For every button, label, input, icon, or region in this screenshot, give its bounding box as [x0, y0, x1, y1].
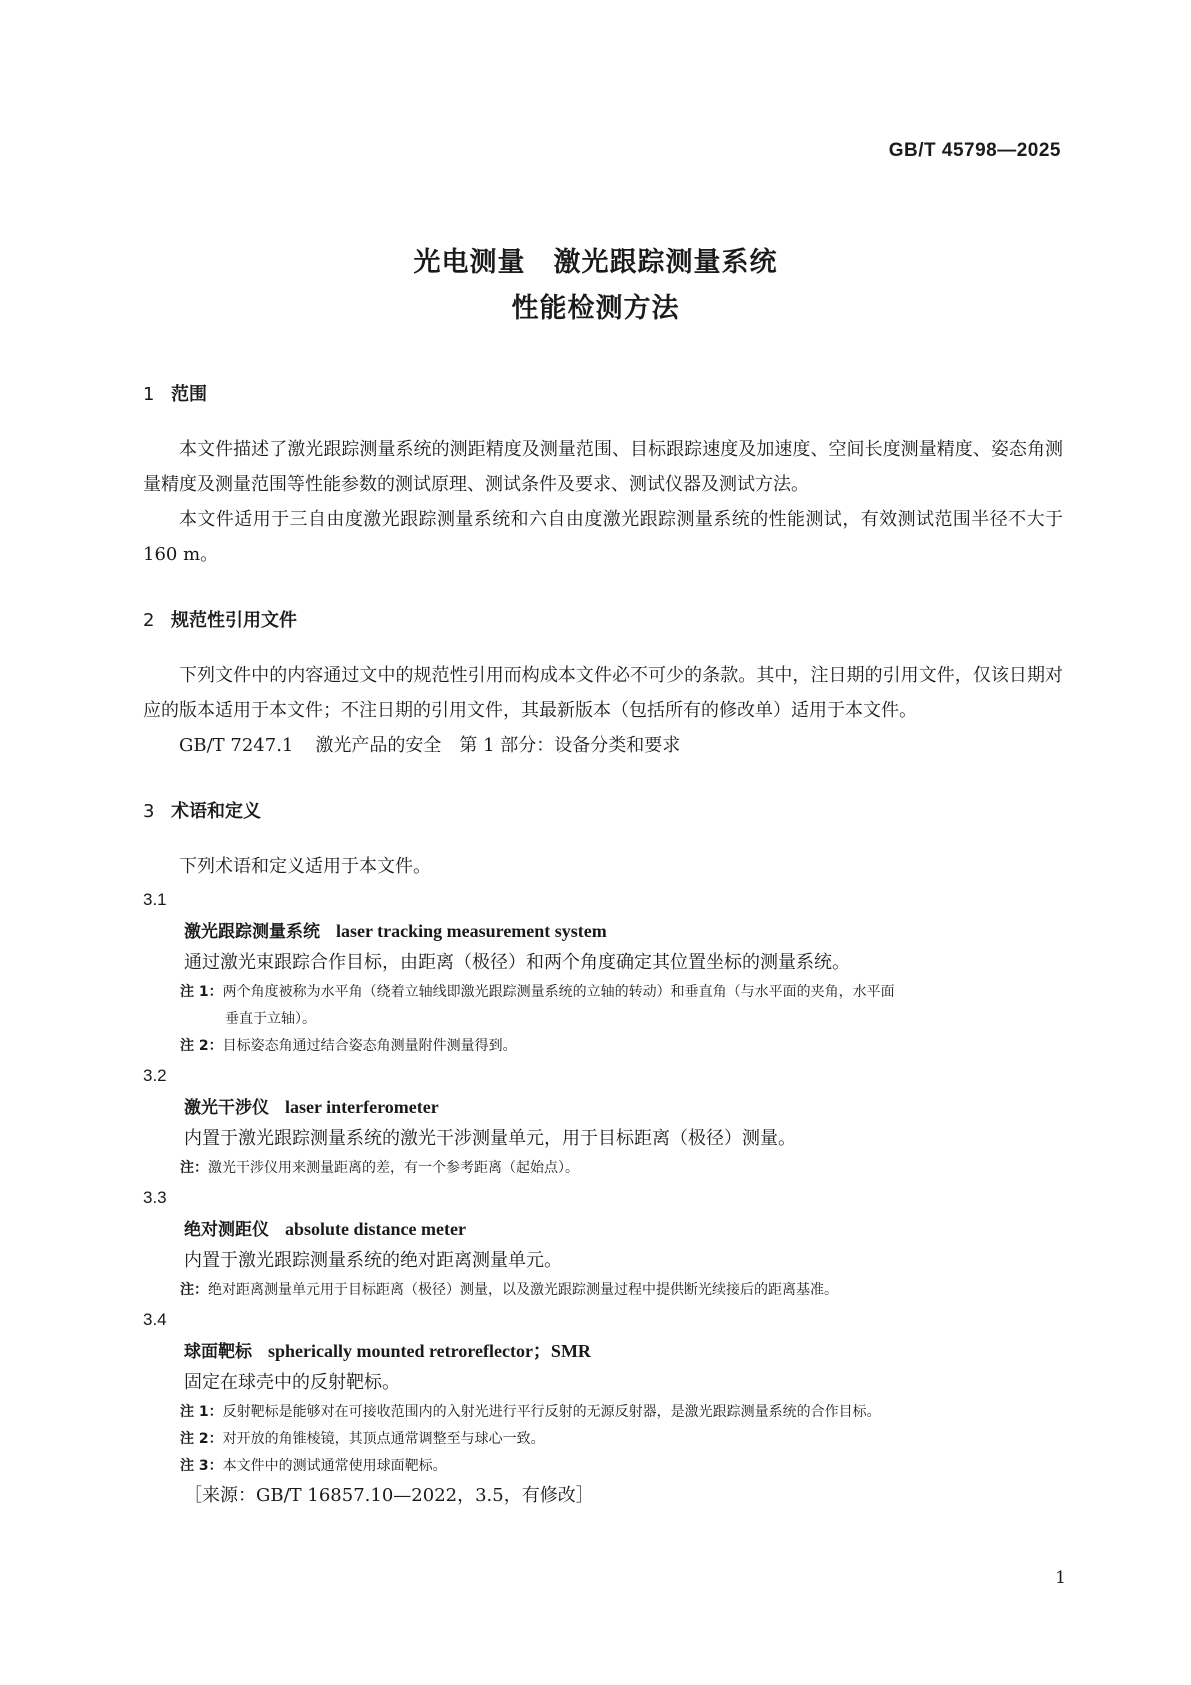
note-label: 注 1： — [180, 1404, 223, 1420]
note — [143, 1155, 1063, 1182]
term-zh: 球面靶标 — [184, 1342, 252, 1362]
term-title — [143, 1092, 1063, 1123]
paragraph: 下列文件中的内容通过文中的规范性引用而构成本文件必不可少的条款。其中，注日期的引用文件，仅该日期对应的版本适用于本文件；不注日期的引用文件，其最新版本（包括所有的修改单）适用于本文件。 — [143, 665, 1063, 721]
section-title: 术语和定义 — [171, 801, 261, 822]
note-text: 绝对距离测量单元用于目标距离（极径）测量，以及激光跟踪测量过程中提供断光续接后的距离基准。 — [208, 1282, 838, 1298]
note — [143, 1426, 1063, 1453]
note — [143, 1277, 1063, 1304]
term-zh: 激光干涉仪 — [184, 1098, 269, 1118]
term-number: 3.4 — [143, 1310, 167, 1329]
term-title — [143, 1336, 1063, 1367]
term-title — [143, 916, 1063, 947]
note — [143, 979, 1063, 1033]
term-zh: 激光跟踪测量系统 — [184, 922, 320, 942]
note-label: 注 1： — [180, 984, 223, 1000]
term-definition: 固定在球壳中的反射靶标。 — [184, 1372, 400, 1393]
section-title: 规范性引用文件 — [171, 610, 297, 631]
term-definition: 通过激光束跟踪合作目标，由距离（极径）和两个角度确定其位置坐标的测量系统。 — [184, 952, 850, 973]
term-definition: 内置于激光跟踪测量系统的绝对距离测量单元。 — [184, 1250, 562, 1271]
note-label: 注 3： — [180, 1458, 223, 1474]
term-en: laser tracking measurement system — [336, 921, 607, 941]
document-title — [0, 240, 1191, 332]
note-text: 两个角度被称为水平角（绕着立轴线即激光跟踪测量系统的立轴的转动）和垂直角（与水平面的夹角，水平面 — [222, 984, 895, 1000]
note — [143, 1453, 1063, 1480]
term-en: laser interferometer — [285, 1097, 439, 1117]
title-line-2: 性能检测方法 — [511, 293, 680, 324]
section-number: 2 — [143, 610, 155, 631]
reference-title: 激光产品的安全 第 1 部分：设备分类和要求 — [315, 735, 681, 756]
term-en: spherically mounted retroreflector；SMR — [268, 1341, 591, 1361]
section-3-heading — [143, 797, 1063, 827]
note-text: 激光干涉仪用来测量距离的差，有一个参考距离（起始点）。 — [208, 1160, 579, 1176]
term-source: ［来源：GB/T 16857.10—2022，3.5，有修改］ — [184, 1485, 594, 1506]
note-label: 注： — [180, 1160, 208, 1176]
note-text-continued: 垂直于立轴）。 — [225, 1011, 316, 1027]
note-label: 注 2： — [180, 1038, 223, 1054]
standard-number: GB/T 45798—2025 — [888, 140, 1061, 161]
note-label: 注： — [180, 1282, 208, 1298]
term-number: 3.1 — [143, 890, 167, 909]
page-number: 1 — [1055, 1568, 1066, 1588]
paragraph: 本文件描述了激光跟踪测量系统的测距精度及测量范围、目标跟踪速度及加速度、空间长度测量精度、姿态角测量精度及测量范围等性能参数的测试原理、测试条件及要求、测试仪器及测试方法。 — [143, 439, 1063, 495]
note — [143, 1033, 1063, 1060]
term-definition: 内置于激光跟踪测量系统的激光干涉测量单元，用于目标距离（极径）测量。 — [184, 1128, 796, 1149]
section-title: 范围 — [171, 384, 207, 405]
section-number: 1 — [143, 384, 155, 405]
section-1-heading — [143, 380, 1063, 410]
note-label: 注 2： — [180, 1431, 223, 1447]
paragraph: 下列术语和定义适用于本文件。 — [179, 856, 431, 877]
term-number: 3.3 — [143, 1188, 167, 1207]
section-number: 3 — [143, 801, 155, 822]
term-number: 3.2 — [143, 1066, 167, 1085]
note-text: 目标姿态角通过结合姿态角测量附件测量得到。 — [222, 1038, 517, 1054]
paragraph: 本文件适用于三自由度激光跟踪测量系统和六自由度激光跟踪测量系统的性能测试，有效测试范围半径不大于 160 m。 — [143, 509, 1063, 565]
term-zh: 绝对测距仪 — [184, 1220, 269, 1240]
note-text: 对开放的角锥棱镜，其顶点通常调整至与球心一致。 — [222, 1431, 545, 1447]
document-body — [143, 380, 1063, 1512]
reference-code: GB/T 7247.1 — [179, 735, 294, 756]
note — [143, 1399, 1063, 1426]
term-title — [143, 1214, 1063, 1245]
term-en: absolute distance meter — [285, 1219, 466, 1239]
section-2-heading — [143, 606, 1063, 636]
note-text: 反射靶标是能够对在可接收范围内的入射光进行平行反射的无源反射器，是激光跟踪测量系统的合作目标。 — [222, 1404, 881, 1420]
note-text: 本文件中的测试通常使用球面靶标。 — [222, 1458, 447, 1474]
title-line-1: 光电测量 激光跟踪测量系统 — [413, 247, 778, 278]
normative-reference — [143, 728, 1063, 763]
